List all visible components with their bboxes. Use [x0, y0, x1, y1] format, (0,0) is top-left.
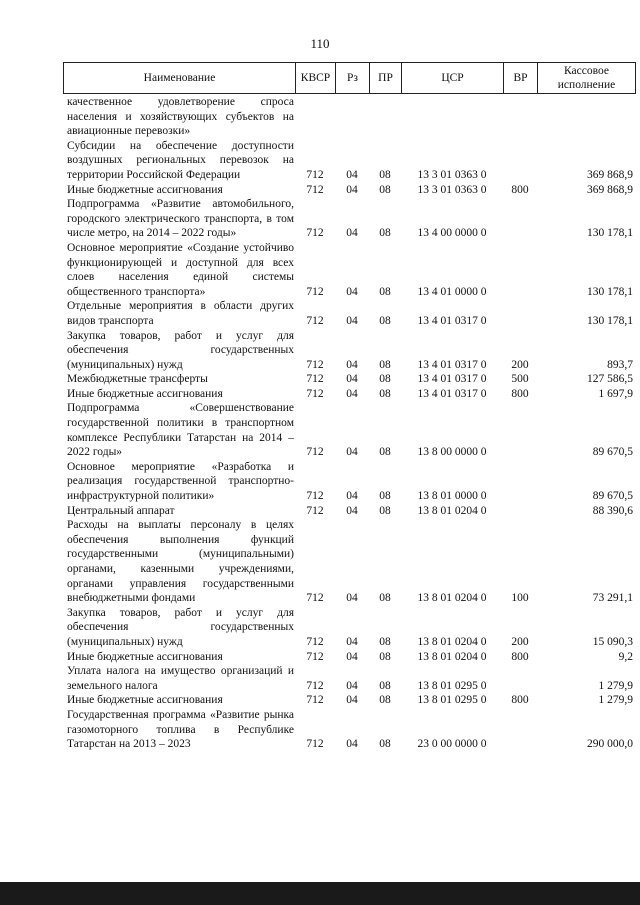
cell-kvsr: 712	[306, 679, 324, 692]
cell-pr: 08	[379, 650, 391, 663]
table-row	[63, 387, 635, 402]
cell-vr	[503, 139, 537, 183]
header-csr: ЦСР	[402, 63, 504, 94]
cell-name: Государственная программа «Развитие рынка газомоторного топлива в Республике Татарстан на 2013 – 2023	[67, 708, 294, 751]
cell-rz: 04	[346, 227, 358, 240]
cell-name: Закупка товаров, работ и услуг для обеспечения государственных (муниципальных) нужд	[67, 329, 294, 371]
cell-kvsr: 712	[306, 490, 324, 503]
cell-csr: 13 3 01 0363 0	[417, 168, 487, 181]
cell-vr	[503, 664, 537, 693]
cell-rz: 04	[346, 358, 358, 371]
budget-rows	[63, 95, 635, 752]
cell-rz: 04	[346, 694, 358, 707]
table-row	[63, 183, 635, 198]
cell-amount: 1 279,9	[598, 679, 633, 692]
cell-name: Подпрограмма «Развитие автомобильного, городского электрического транспорта, в том числе метро, на 2014 – 2022 годы»	[67, 198, 294, 240]
cell-amount: 369 868,9	[587, 168, 633, 181]
cell-vr: 100	[511, 592, 529, 605]
cell-csr: 13 4 01 0000 0	[417, 285, 487, 298]
cell-pr: 08	[379, 504, 391, 517]
cell-pr: 08	[379, 358, 391, 371]
cell-kvsr: 712	[306, 183, 324, 196]
cell-csr: 13 4 01 0317 0	[417, 373, 487, 386]
cell-rz: 04	[346, 679, 358, 692]
cell-kvsr: 712	[306, 504, 324, 517]
cell-rz: 04	[346, 183, 358, 196]
cell-csr: 13 8 01 0204 0	[417, 504, 487, 517]
cell-csr	[401, 95, 503, 139]
table-row	[63, 504, 635, 519]
cell-csr: 13 4 01 0317 0	[417, 314, 487, 327]
cell-amount: 89 670,5	[592, 446, 633, 459]
cell-pr: 08	[379, 227, 391, 240]
table-row	[63, 241, 635, 299]
cell-csr: 13 8 01 0000 0	[417, 490, 487, 503]
cell-kvsr: 712	[306, 285, 324, 298]
budget-table	[63, 95, 635, 752]
header-amount: Кассовое исполнение	[538, 63, 636, 94]
cell-pr: 08	[379, 694, 391, 707]
cell-pr: 08	[379, 387, 391, 400]
cell-name: Центральный аппарат	[67, 504, 175, 517]
cell-amount: 369 868,9	[587, 183, 633, 196]
cell-pr: 08	[379, 679, 391, 692]
cell-amount: 89 670,5	[592, 490, 633, 503]
header-vr: ВР	[504, 63, 538, 94]
cell-vr: 500	[511, 373, 529, 386]
cell-kvsr: 712	[306, 314, 324, 327]
cell-amount: 130 178,1	[587, 227, 633, 240]
cell-vr	[503, 95, 537, 139]
cell-pr: 08	[379, 373, 391, 386]
table-row	[63, 664, 635, 693]
cell-pr: 08	[379, 592, 391, 605]
cell-vr	[503, 460, 537, 504]
cell-csr: 13 3 01 0363 0	[417, 183, 487, 196]
page-number: 110	[310, 36, 330, 51]
cell-csr: 13 8 00 0000 0	[417, 446, 487, 459]
cell-amount: 88 390,6	[592, 504, 633, 517]
table-row	[63, 606, 635, 650]
table-row	[63, 518, 635, 606]
cell-amount: 130 178,1	[587, 314, 633, 327]
cell-name: Подпрограмма «Совершенствование государственной политики в транспортном комплексе Республики Татарстан на 2014 – 2022 годы»	[67, 402, 294, 459]
table-row	[63, 693, 635, 708]
table-row	[63, 460, 635, 504]
header-rz: Рз	[336, 63, 370, 94]
cell-csr: 13 4 01 0317 0	[417, 358, 487, 371]
cell-pr: 08	[379, 285, 391, 298]
cell-rz: 04	[346, 446, 358, 459]
cell-kvsr: 712	[306, 358, 324, 371]
cell-vr: 800	[511, 387, 529, 400]
cell-csr: 13 8 01 0204 0	[417, 592, 487, 605]
table-row	[63, 708, 635, 752]
cell-csr: 13 4 00 0000 0	[417, 227, 487, 240]
cell-rz: 04	[346, 504, 358, 517]
cell-csr: 13 8 01 0295 0	[417, 694, 487, 707]
cell-pr: 08	[379, 168, 391, 181]
cell-name: качественное удовлетворение спроса населения и хозяйствующих субъектов на авиационные перевозки»	[67, 96, 294, 138]
table-row	[63, 650, 635, 665]
cell-csr: 13 8 01 0204 0	[417, 650, 487, 663]
cell-csr: 13 4 01 0317 0	[417, 387, 487, 400]
cell-pr: 08	[379, 490, 391, 503]
cell-amount: 15 090,3	[592, 635, 633, 648]
cell-kvsr: 712	[306, 227, 324, 240]
cell-vr	[503, 504, 537, 519]
cell-name: Основное мероприятие «Разработка и реализация государственной транспортно-инфраструктурной политики»	[67, 460, 294, 503]
bottom-scan-edge	[0, 882, 640, 905]
cell-kvsr: 712	[306, 738, 324, 751]
header-kvsr: КВСР	[296, 63, 336, 94]
cell-vr	[503, 401, 537, 459]
cell-vr	[503, 197, 537, 241]
cell-rz: 04	[346, 314, 358, 327]
cell-kvsr: 712	[306, 168, 324, 181]
cell-amount: 893,7	[607, 358, 633, 371]
cell-rz: 04	[346, 490, 358, 503]
cell-name: Основное мероприятие «Создание устойчиво функционирующей и доступной для всех слоев населения единой системы общественного транспорта»	[67, 241, 294, 298]
cell-kvsr: 712	[306, 635, 324, 648]
cell-vr: 800	[511, 694, 529, 707]
cell-name: Иные бюджетные ассигнования	[67, 183, 223, 196]
table-row	[63, 299, 635, 328]
cell-kvsr: 712	[306, 373, 324, 386]
cell-amount: 1 279,9	[598, 694, 633, 707]
table-row	[63, 372, 635, 387]
cell-pr: 08	[379, 738, 391, 751]
table-row	[63, 401, 635, 459]
table-row	[63, 139, 635, 183]
header-name: Наименование	[64, 63, 296, 94]
cell-kvsr: 712	[306, 694, 324, 707]
cell-name: Закупка товаров, работ и услуг для обеспечения государственных (муниципальных) нужд	[67, 606, 294, 648]
header-pr: ПР	[370, 63, 402, 94]
cell-vr: 200	[511, 358, 529, 371]
cell-vr	[503, 708, 537, 752]
cell-amount: 9,2	[618, 650, 633, 663]
cell-kvsr: 712	[306, 650, 324, 663]
cell-rz: 04	[346, 285, 358, 298]
cell-kvsr: 712	[306, 592, 324, 605]
cell-pr: 08	[379, 635, 391, 648]
cell-pr: 08	[379, 446, 391, 459]
table-row	[63, 329, 635, 373]
cell-rz: 04	[346, 387, 358, 400]
table-row	[63, 95, 635, 139]
cell-csr: 23 0 00 0000 0	[417, 738, 487, 751]
cell-amount	[537, 95, 635, 139]
table-row	[63, 197, 635, 241]
cell-name: Отдельные мероприятия в области других видов транспорта	[67, 300, 294, 327]
cell-kvsr: 712	[306, 446, 324, 459]
cell-csr: 13 8 01 0295 0	[417, 679, 487, 692]
cell-rz: 04	[346, 738, 358, 751]
cell-name: Иные бюджетные ассигнования	[67, 694, 223, 707]
cell-rz: 04	[346, 635, 358, 648]
cell-vr	[503, 299, 537, 328]
cell-amount: 73 291,1	[592, 592, 633, 605]
cell-rz: 04	[346, 650, 358, 663]
cell-kvsr: 712	[306, 387, 324, 400]
cell-pr: 08	[379, 183, 391, 196]
cell-kvsr	[295, 95, 335, 139]
table-header	[63, 62, 636, 94]
cell-name: Иные бюджетные ассигнования	[67, 650, 223, 663]
cell-pr: 08	[379, 314, 391, 327]
cell-name: Межбюджетные трансферты	[67, 373, 208, 386]
cell-name: Уплата налога на имущество организаций и земельного налога	[67, 665, 294, 692]
cell-rz: 04	[346, 592, 358, 605]
cell-amount: 290 000,0	[587, 738, 633, 751]
cell-rz: 04	[346, 373, 358, 386]
cell-pr	[369, 95, 401, 139]
cell-name: Субсидии на обеспечение доступности воздушных региональных перевозок на территории Российской Федерации	[67, 139, 294, 181]
cell-vr: 800	[511, 650, 529, 663]
cell-vr: 200	[511, 635, 529, 648]
cell-rz: 04	[346, 168, 358, 181]
cell-name: Расходы на выплаты персоналу в целях обеспечения выполнения функций государственными (муниципальными) органами, казенными учреждениями, органами управления государственными внебюджетными фондами	[67, 519, 294, 605]
cell-amount: 130 178,1	[587, 285, 633, 298]
cell-vr	[503, 241, 537, 299]
cell-amount: 127 586,5	[587, 373, 633, 386]
cell-csr: 13 8 01 0204 0	[417, 635, 487, 648]
cell-name: Иные бюджетные ассигнования	[67, 387, 223, 400]
cell-rz	[335, 95, 369, 139]
cell-vr: 800	[511, 183, 529, 196]
cell-amount: 1 697,9	[598, 387, 633, 400]
